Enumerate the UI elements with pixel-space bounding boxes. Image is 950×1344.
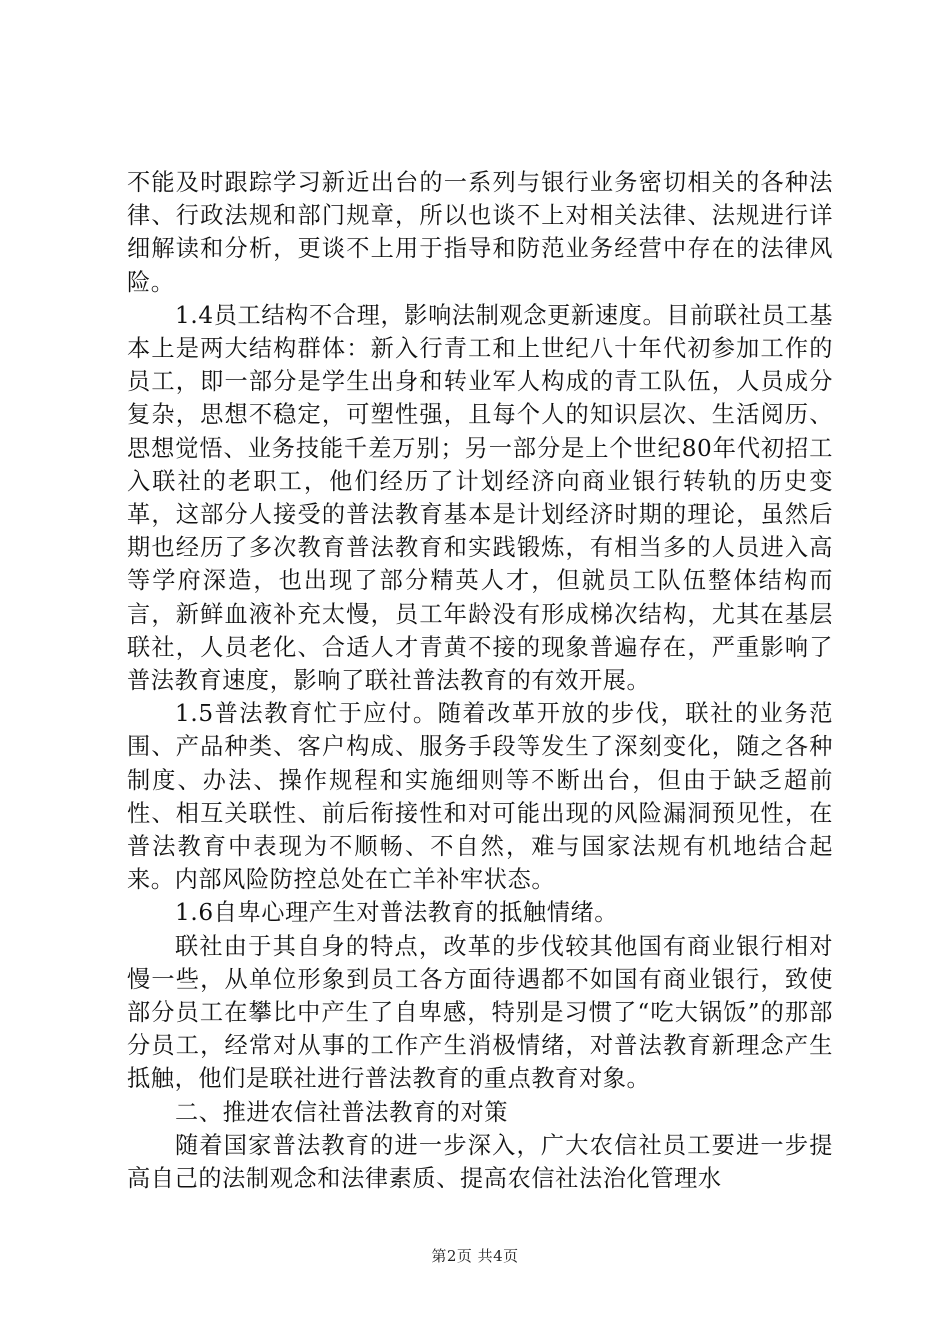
paragraph-section-1-6-heading: 1.6自卑心理产生对普法教育的抵触情绪。 (175, 899, 619, 927)
paragraph-section-1-4: 1.4员工结构不合理，影响法制观念更新速度。目前联社员工基本上是两大结构群体：新入行青工和上世纪八十年代初参加工作的员工，即一部分是学生出身和转业军人构成的青工队伍，人员成分复杂，思想不稳定，可塑性强，且每个人的知识层次、生活阅历、思想觉悟、业务技能千差万别；另一部分是上个世纪80年代初招工入联社的老职工，他们经历了计划经济向商业银行转轨的历史变革，这部分人接受的普法教育基本是计划经济时期的理论，虽然后期也经历了多次教育普法教育和实践锻炼，有相当多的人员进入高等学府深造，也出现了部分精英人才，但就员工队伍整体结构而言，新鲜血液补充太慢，员工年龄没有形成梯次结构，尤其在基层联社，人员老化、合适人才青黄不接的现象普遍存在，严重影响了普法教育速度，影响了联社普法教育的有效开展。 (127, 301, 833, 695)
paragraph-section-1-6-body: 联社由于其自身的特点，改革的步伐较其他国有商业银行相对慢一些，从单位形象到员工各方面待遇都不如国有商业银行，致使部分员工在攀比中产生了自卑感，特别是习惯了“吃大锅饭”的那部分员工，经常对从事的工作产生消极情绪，对普法教育新理念产生抵触，他们是联社进行普法教育的重点教育对象。 (127, 932, 833, 1093)
section-heading-countermeasures: 二、推进农信社普法教育的对策 (175, 1098, 509, 1126)
paragraph-continuation: 不能及时跟踪学习新近出台的一系列与银行业务密切相关的各种法律、行政法规和部门规章，所以也谈不上对相关法律、法规进行详细解读和分析，更谈不上用于指导和防范业务经营中存在的法律风险。 (127, 169, 833, 296)
paragraph-countermeasures-intro: 随着国家普法教育的进一步深入，广大农信社员工要进一步提高自己的法制观念和法律素质、提高农信社法治化管理水 (127, 1131, 833, 1193)
paragraph-section-1-5: 1.5普法教育忙于应付。随着改革开放的步伐，联社的业务范围、产品种类、客户构成、服务手段等发生了深刻变化，随之各种制度、办法、操作规程和实施细则等不断出台，但由于缺乏超前性、相互关联性、前后衔接性和对可能出现的风险漏洞预见性，在普法教育中表现为不顺畅、不自然，难与国家法规有机地结合起来。内部风险防控总处在亡羊补牢状态。 (127, 700, 833, 894)
body-text (127, 166, 833, 1195)
page-footer: 第2页 共4页 (431, 1247, 519, 1265)
